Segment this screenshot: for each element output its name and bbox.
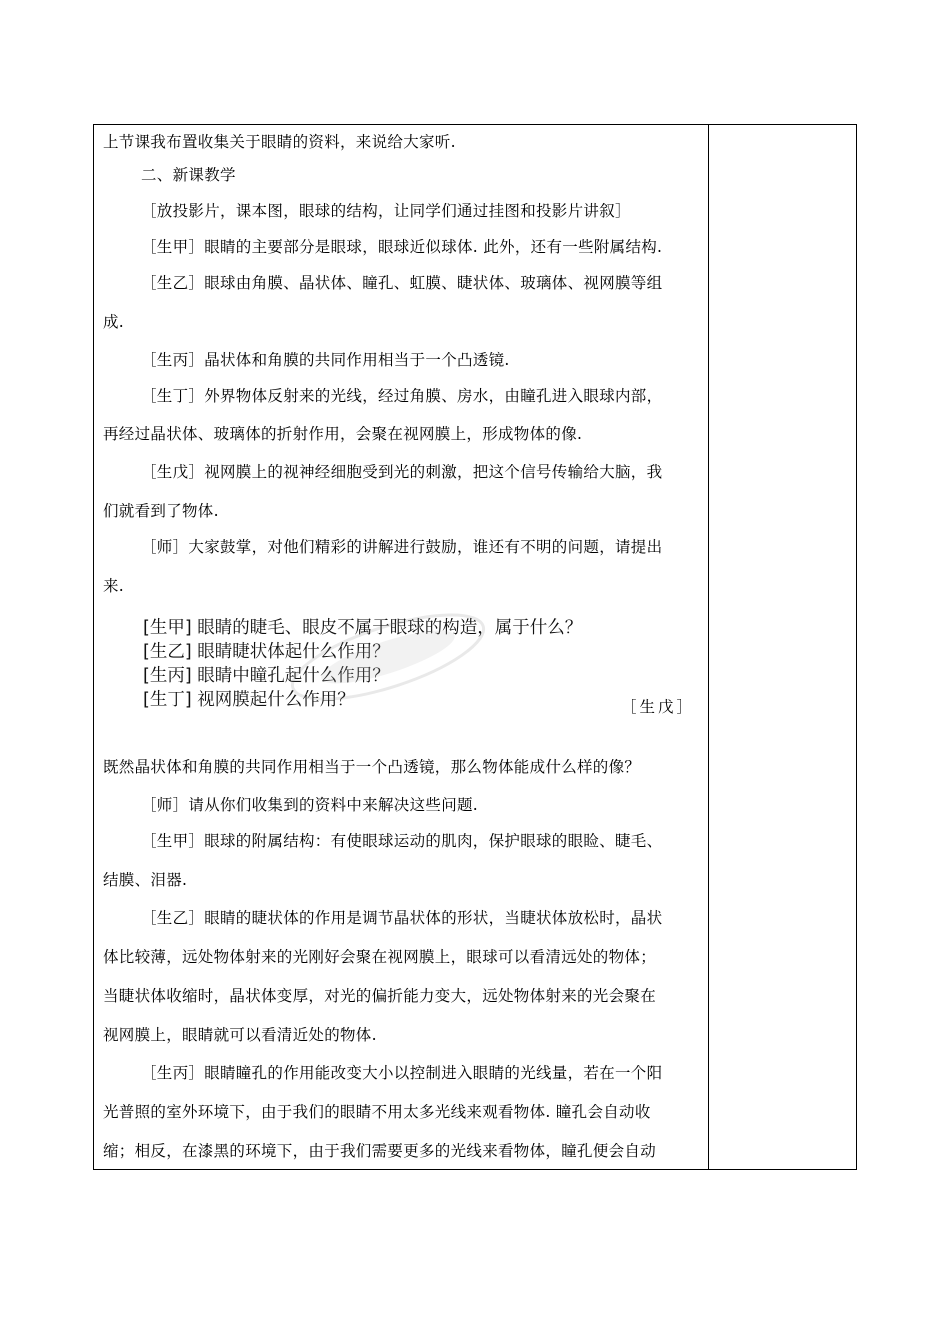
teacher-instruction: ［师］请从你们收集到的资料中来解决这些问题.: [141, 796, 479, 814]
teacher-prompt: ［师］大家鼓掌，对他们精彩的讲解进行鼓励，谁还有不明的问题，请提出: [141, 538, 663, 556]
student-yi-explanation-cont3: 视网膜上，眼睛就可以看清近处的物体.: [103, 1026, 377, 1044]
student-bing-explanation: ［生丙］眼睛瞳孔的作用能改变大小以控制进入眼睛的光线量，若在一个阳: [141, 1064, 663, 1082]
activity-note: ［放投影片，课本图，眼球的结构，让同学们通过挂图和投影片讲叙］: [141, 202, 631, 220]
student-bing-answer: ［生丙］晶状体和角膜的共同作用相当于一个凸透镜.: [141, 351, 510, 369]
question-jia: [生甲] 眼睛的睫毛、眼皮不属于眼球的构造，属于什么？: [143, 618, 583, 638]
student-yi-answer: ［生乙］眼球由角膜、晶状体、瞳孔、虹膜、睫状体、玻璃体、视网膜等组: [141, 274, 663, 292]
student-yi-explanation: ［生乙］眼睛的睫状体的作用是调节晶状体的形状，当睫状体放松时，晶状: [141, 909, 663, 927]
question-bing: [生丙] 眼睛中瞳孔起什么作用？: [143, 666, 390, 686]
watermark-logo: [273, 612, 503, 702]
student-bing-explanation-cont2: 缩；相反，在漆黑的环境下，由于我们需要更多的光线来看物体，瞳孔便会自动: [103, 1142, 657, 1160]
student-ding-answer-cont: 再经过晶状体、玻璃体的折射作用，会聚在视网膜上，形成物体的像.: [103, 425, 583, 443]
student-wu-answer: ［生戊］视网膜上的视神经细胞受到光的刺激，把这个信号传输给大脑，我: [141, 463, 663, 481]
student-wu-tag: ［生戊］: [620, 698, 695, 716]
notes-column: [709, 124, 856, 1170]
teacher-prompt-cont: 来.: [103, 577, 125, 595]
student-jia-explanation-cont: 结膜、泪器.: [103, 871, 188, 889]
question-line: 既然晶状体和角膜的共同作用相当于一个凸透镜，那么物体能成什么样的像？: [103, 758, 641, 776]
student-jia-explanation: ［生甲］眼球的附属结构：有使眼球运动的肌肉，保护眼球的眼睑、睫毛、: [141, 832, 663, 850]
section-heading: 二、新课教学: [141, 166, 236, 184]
question-ding: [生丁] 视网膜起什么作用？: [143, 690, 355, 710]
lesson-content: [103, 124, 703, 1170]
student-jia-answer: ［生甲］眼睛的主要部分是眼球，眼球近似球体. 此外，还有一些附属结构.: [141, 238, 663, 256]
student-yi-answer-cont: 成.: [103, 313, 125, 331]
question-yi: [生乙] 眼睛睫状体起什么作用？: [143, 642, 390, 662]
student-ding-answer: ［生丁］外界物体反射来的光线，经过角膜、房水，由瞳孔进入眼球内部，: [141, 387, 663, 405]
student-yi-explanation-cont1: 体比较薄，远处物体射来的光刚好会聚在视网膜上，眼球可以看清远处的物体；: [103, 948, 657, 966]
intro-line: 上节课我布置收集关于眼睛的资料，来说给大家听.: [103, 133, 456, 151]
student-wu-answer-cont: 们就看到了物体.: [103, 502, 219, 520]
student-yi-explanation-cont2: 当睫状体收缩时，晶状体变厚，对光的偏折能力变大，远处物体射来的光会聚在: [103, 987, 657, 1005]
student-bing-explanation-cont1: 光普照的室外环境下，由于我们的眼睛不用太多光线来观看物体. 瞳孔会自动收: [103, 1103, 651, 1121]
